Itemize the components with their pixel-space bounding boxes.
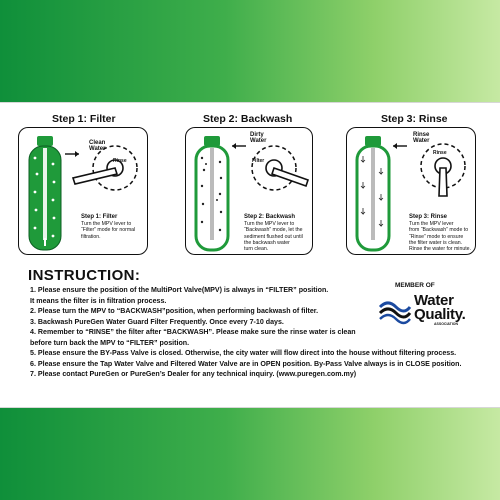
instruction-line: It means the filter is in filtration process. [30, 296, 167, 305]
caption-line: Turn the MPV lever [409, 221, 454, 228]
logo-text-quality: Quality. [414, 306, 466, 323]
instruction-line: 1. Please ensure the position of the MultiPort Valve(MPV) is always in “FILTER” position. [30, 286, 329, 294]
mpv-lever-icon [232, 136, 312, 196]
caption-line: filtration. [81, 233, 101, 240]
filter-tank-icon [25, 134, 65, 252]
caption-line: Turn the MPV lever to [244, 221, 295, 228]
filter-tank-icon [353, 134, 393, 252]
caption-line: “Rinse” mode to ensure [409, 233, 464, 240]
caption-line: “Backwash” mode, let the [244, 227, 303, 234]
instruction-line: 2. Please turn the MPV to “BACKWASH”position, when performing backwash of filter. [30, 307, 319, 315]
instruction-line: before turn back the MPV to “FILTER” position. [30, 338, 190, 347]
caption-title: Step 2: Backwash [244, 214, 296, 220]
instruction-line: 3. Backwash PureGen Water Guard Filter Frequently. Once every 7-10 days. [30, 317, 284, 326]
caption-line: from “Backwash” mode to [409, 227, 469, 234]
mpv-lever-icon [393, 136, 473, 198]
member-label: MEMBER OF [395, 282, 435, 289]
instruction-line: 5. Please ensure the BY-Pass Valve is closed. Otherwise, the city water will flow direct into the house without filtering process. [30, 349, 457, 357]
step-3-title: Step 3: Rinse [381, 113, 448, 125]
step-1-title: Step 1: Filter [52, 113, 116, 125]
caption-line: the backwash water [244, 239, 290, 246]
caption-line: turn clean. [244, 246, 269, 253]
logo-text-association: ASSOCIATION [434, 322, 459, 326]
caption-line: Turn the MPV lever to [81, 221, 132, 228]
step-3-panel [346, 127, 476, 255]
instruction-line: 4. Remember to “RINSE” the filter after “BACKWASH”. Please make sure the rinse water is clean [30, 328, 356, 336]
instruction-line: 7. Please contact PureGen or PureGen’s Dealer for any technical inquiry. (www.puregen.com.my) [30, 370, 357, 378]
rinse-water-label: Rinse Water [413, 132, 430, 144]
instruction-line: 6. Please ensure the Tap Water Valve and Filtered Water Valve are in OPEN position. By-Pass Valve always is in CLOSE position. [30, 359, 462, 368]
instruction-card [0, 102, 500, 408]
step-2-title: Step 2: Backwash [203, 113, 293, 125]
clean-water-label: Clean Water [89, 140, 106, 152]
dial-label: Filter [252, 158, 265, 164]
dial-label: Rinse [113, 158, 127, 164]
instruction-title: INSTRUCTION: [28, 267, 141, 284]
caption-line: “Filter” mode for normal [81, 227, 136, 234]
step-2-caption [244, 214, 310, 252]
caption-title: Step 1: Filter [81, 214, 118, 220]
dial-label: Rinse [433, 150, 447, 156]
water-quality-logo-icon [378, 293, 412, 325]
dirty-water-label: Dirty Water [250, 132, 267, 144]
caption-line: the filter water is clean. [409, 239, 463, 246]
caption-title: Step 3: Rinse [409, 214, 448, 220]
step-2-panel [185, 127, 313, 255]
caption-line: Rinse the water for minute. [409, 246, 471, 253]
caption-line: sediment flushed out until [244, 233, 303, 240]
step-1-caption [81, 214, 145, 240]
filter-tank-icon [192, 134, 232, 252]
logo-text-water: Water [414, 292, 454, 309]
step-1-panel [18, 127, 148, 255]
instruction-list [30, 285, 480, 380]
step-3-caption [409, 214, 475, 252]
